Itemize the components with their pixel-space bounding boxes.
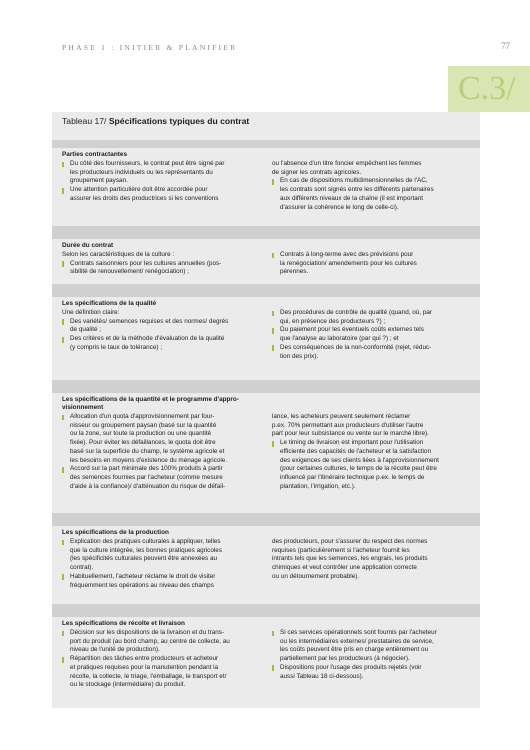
text-line: des exigences de ses clients liées à l'approvisionnement bbox=[280, 456, 439, 464]
bullet-marker-icon bbox=[62, 540, 64, 546]
text-line: Selon les caractéristiques de la culture : bbox=[62, 251, 175, 258]
bullet-item bbox=[62, 655, 262, 690]
text-line: Décision sur les dispositions de la livraison et du trans- bbox=[70, 629, 225, 636]
text-line: tion des prix). bbox=[280, 352, 319, 360]
text-line: qui, en présence des producteurs ?) ; bbox=[280, 317, 386, 325]
bullet-item bbox=[62, 538, 262, 573]
paragraph bbox=[62, 251, 262, 260]
text-line: aux différents niveaux de la chaîne (il est important bbox=[280, 194, 424, 202]
text-line: Dispositions pour l'usage des produits rejetés (voir bbox=[280, 663, 422, 671]
left-column bbox=[62, 251, 262, 277]
text-line: part pour leur subsistance ou vente sur le marché libre). bbox=[272, 430, 429, 438]
text-line: d'assurer la cohérence le long de celle-ci). bbox=[280, 203, 399, 211]
text-line: ou la zone, sur toute la production ou une quantité bbox=[70, 430, 212, 438]
right-column bbox=[272, 538, 472, 582]
text-line: d'aide à la confiance)/ d'atténuation du risque de défail- bbox=[70, 482, 226, 490]
text-line: Des conséquences de la non-conformité (rejet, réduc- bbox=[280, 343, 432, 351]
block-title-line: Les spécifications de la quantité et le programme d'appro- bbox=[62, 396, 239, 403]
text-line: lance, les acheteurs peuvent seulement réclamer bbox=[272, 413, 411, 420]
text-line: des semences fournies par l'acheteur (comme mesure bbox=[70, 473, 223, 481]
paragraph bbox=[272, 413, 472, 439]
bullet-item bbox=[62, 186, 262, 203]
text-line: et pratiques requises pour la manutention pendant la bbox=[70, 663, 219, 671]
text-line: de qualité ; bbox=[70, 326, 102, 334]
text-line: Du paiement pour les éventuels coûts externes tels bbox=[280, 326, 424, 334]
table-number: Tableau 17/ bbox=[62, 116, 107, 126]
bullet-item bbox=[62, 413, 262, 465]
running-header: PHASE 1 : INITIER & PLANIFIER bbox=[62, 43, 238, 52]
text-line: Contrats à long-terme avec des prévisions pour bbox=[280, 251, 414, 258]
text-line: Explication des pratiques culturales à appliquer, telles bbox=[70, 538, 221, 545]
text-line: les besoins en moyens d'existence du ménage agricole. bbox=[70, 456, 228, 464]
right-column bbox=[272, 309, 472, 361]
bullet-item bbox=[272, 439, 472, 491]
specifications-table bbox=[52, 112, 480, 708]
text-line: Du côté des fournisseurs, le contrat peut être signé par bbox=[70, 160, 225, 167]
text-line: récolte, la collecte, le triage, l'emballage, le transport et/ bbox=[70, 672, 227, 680]
text-line: niveau de l'unité de production). bbox=[70, 646, 160, 654]
page-number: 77 bbox=[501, 41, 510, 51]
bullet-item bbox=[62, 573, 262, 590]
block-title-line: visionnement bbox=[62, 404, 104, 411]
bullet-item bbox=[62, 160, 262, 186]
paragraph bbox=[62, 309, 262, 318]
text-line: fréquemment les opérations au niveau des champs bbox=[70, 581, 214, 589]
text-line: chimiques et veut contrôler une application correcte bbox=[272, 564, 417, 572]
bullet-item bbox=[272, 309, 472, 326]
section-code-tab: C.3/ bbox=[448, 66, 530, 112]
text-line: groupement paysan. bbox=[70, 177, 128, 185]
bullet-item bbox=[272, 344, 472, 361]
text-line: aussi Tableau 18 ci-dessous). bbox=[280, 672, 364, 680]
text-line: les producteurs individuels ou les représentants du bbox=[70, 168, 213, 176]
bullet-item bbox=[62, 629, 262, 655]
block-title bbox=[62, 620, 185, 628]
row-divider bbox=[52, 226, 480, 239]
bullet-marker-icon bbox=[272, 253, 274, 259]
text-line: intrants tels que les semences, les engrais, les produits bbox=[272, 555, 428, 563]
text-line: Des critères et de la méthode d'évaluation de la qualité bbox=[70, 335, 225, 343]
bullet-marker-icon bbox=[272, 328, 274, 334]
block-title bbox=[62, 242, 113, 250]
right-column bbox=[272, 251, 472, 277]
right-column bbox=[272, 413, 472, 491]
bullet-marker-icon bbox=[62, 467, 64, 473]
left-column bbox=[62, 413, 262, 491]
block-title-line: Durée du contrat bbox=[62, 242, 114, 249]
text-line: Des procédures de contrôle de qualité (quand, où, par bbox=[280, 309, 432, 316]
text-line: Contrats saisonniers pour les cultures annuelles (pos- bbox=[70, 259, 222, 267]
text-line: ou l'absence d'un titre foncier empêchent les femmes bbox=[272, 160, 422, 167]
text-line: les coûts peuvent être pris en charge entièrement ou bbox=[280, 646, 429, 654]
text-line: plantation, l'irrigation, etc.). bbox=[280, 482, 356, 490]
text-line: (les spécificités culturales peuvent être annexées au bbox=[70, 555, 218, 563]
text-line: Habituellement, l'acheteur réclame le droit de visiter bbox=[70, 572, 216, 580]
text-line: Des variétés/ semences requises et des normes/ degrés bbox=[70, 317, 229, 325]
block-title bbox=[62, 151, 127, 159]
row-divider bbox=[52, 284, 480, 297]
text-line: les contrats sont signés entre les différents partenaires bbox=[280, 186, 434, 194]
text-line: Une définition claire: bbox=[62, 309, 120, 316]
bullet-item bbox=[62, 335, 262, 352]
text-line: Une attention particulière doit être accordée pour bbox=[70, 186, 208, 194]
left-column bbox=[62, 629, 262, 690]
text-line: ou le stockage (intermédiaire) du produit. bbox=[70, 681, 186, 689]
text-line: que l'analyse au laboratoire (par qui ?) ; et bbox=[280, 335, 399, 343]
block-title-line: Les spécifications de récolte et livraison bbox=[62, 620, 185, 627]
bullet-marker-icon bbox=[62, 574, 64, 580]
text-line: Le timing de livraison est important pour l'utilisation bbox=[280, 439, 424, 447]
left-column bbox=[62, 309, 262, 353]
left-column bbox=[62, 160, 262, 204]
table-caption bbox=[52, 112, 480, 140]
bullet-item bbox=[272, 326, 472, 343]
bullet-item bbox=[272, 629, 472, 664]
block-title bbox=[62, 300, 156, 308]
bullet-marker-icon bbox=[62, 657, 64, 663]
text-line: contrat). bbox=[70, 564, 94, 572]
text-line: sibilité de renouvellement/ renégociation) ; bbox=[70, 268, 189, 276]
paragraph bbox=[272, 160, 472, 177]
bullet-item bbox=[272, 177, 472, 212]
bullet-marker-icon bbox=[272, 631, 274, 637]
bullet-marker-icon bbox=[272, 441, 274, 447]
text-line: Si ces services opérationnels sont fournis par l'acheteur bbox=[280, 629, 437, 636]
text-line: assurer les droits des productrices si les conventions bbox=[70, 194, 219, 202]
text-line: de signer les contrats agricoles. bbox=[272, 168, 362, 176]
text-line: ou les intermédiaires externes/ prestataires de service, bbox=[280, 637, 434, 645]
block-title bbox=[62, 529, 169, 537]
bullet-item bbox=[272, 251, 472, 277]
bullet-marker-icon bbox=[272, 345, 274, 351]
right-column bbox=[272, 629, 472, 681]
text-line: (pour certaines cultures, le temps de la récolte peut être bbox=[280, 465, 437, 473]
bullet-item bbox=[272, 664, 472, 681]
row-divider bbox=[52, 140, 480, 148]
left-column bbox=[62, 538, 262, 590]
bullet-item bbox=[62, 318, 262, 335]
text-line: nisseur ou groupement paysan (basé sur la quantité bbox=[70, 421, 217, 429]
right-column bbox=[272, 160, 472, 212]
block-title-line: Parties contractantes bbox=[62, 151, 127, 158]
text-line: des producteurs, pour s'assurer du respect des normes bbox=[272, 538, 428, 545]
text-line: requises (particulièrement si l'acheteur fournit les bbox=[272, 546, 410, 554]
row-divider bbox=[52, 604, 480, 617]
bullet-item bbox=[62, 260, 262, 277]
bullet-marker-icon bbox=[62, 188, 64, 194]
text-line: que la culture intégrée, les bonnes pratiques agricoles bbox=[70, 546, 222, 554]
text-line: efficiente des capacités de l'acheteur et la satisfaction bbox=[280, 447, 431, 455]
text-line: partiellement par les producteurs (à négocier). bbox=[280, 655, 410, 663]
text-line: basé sur la superficie du champ, le système agricole et bbox=[70, 447, 225, 455]
table-title: Spécifications typiques du contrat bbox=[108, 116, 250, 126]
bullet-marker-icon bbox=[62, 415, 64, 421]
bullet-marker-icon bbox=[272, 311, 274, 317]
text-line: ou un détournement probable). bbox=[272, 572, 360, 580]
block-title-line: Les spécifications de la production bbox=[62, 529, 169, 536]
text-line: En cas de dispositions multidimensionnelles de l'AC, bbox=[280, 177, 428, 185]
text-line: (y compris le taux de tolérance) ; bbox=[70, 343, 163, 351]
text-line: pérennes. bbox=[280, 268, 309, 276]
bullet-item bbox=[62, 465, 262, 491]
text-line: Répartition des tâches entre producteurs et acheteur bbox=[70, 655, 219, 663]
paragraph bbox=[272, 538, 472, 582]
text-line: la renégociation/ amendements pour les cultures bbox=[280, 259, 417, 267]
block-title bbox=[62, 396, 239, 412]
row-divider bbox=[52, 380, 480, 393]
text-line: fixée). Pour éviter les défaillances, le quota doit être bbox=[70, 439, 216, 447]
text-line: port du produit (au bord champ, au centre de collecte, au bbox=[70, 637, 230, 645]
bullet-marker-icon bbox=[62, 631, 64, 637]
row-divider bbox=[52, 513, 480, 526]
bullet-marker-icon bbox=[272, 179, 274, 185]
bullet-marker-icon bbox=[272, 665, 274, 671]
block-title-line: Les spécifications de la qualité bbox=[62, 300, 157, 307]
text-line: influencé par l'itinéraire technique p.ex. le temps de bbox=[280, 473, 425, 481]
bullet-marker-icon bbox=[62, 261, 64, 267]
text-line: Accord sur la part minimale des 100% produits à partir bbox=[70, 465, 223, 473]
bullet-marker-icon bbox=[62, 337, 64, 343]
bullet-marker-icon bbox=[62, 162, 64, 168]
text-line: Allocation d'un quota d'approvisionnement par four- bbox=[70, 413, 215, 420]
text-line: p.ex. 70% permettant aux producteurs d'utiliser l'autre bbox=[272, 421, 424, 429]
bullet-marker-icon bbox=[62, 319, 64, 325]
